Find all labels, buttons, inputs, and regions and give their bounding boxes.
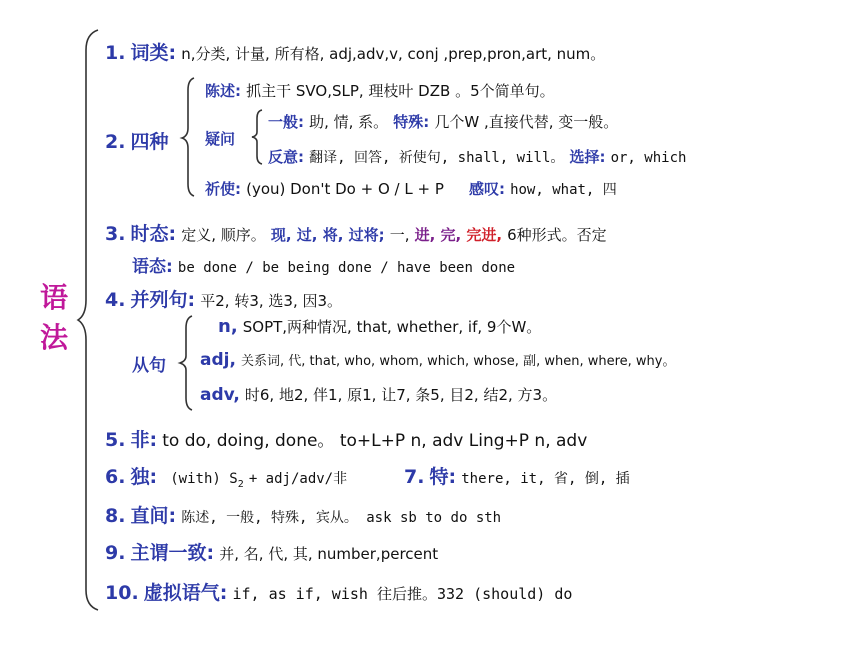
item-6-subscript: 2 (237, 479, 244, 491)
item-10-number: 10. (105, 582, 139, 604)
item-5-text: to do, doing, done。 to+L+P n, adv Ling+P n, adv (162, 431, 588, 451)
item-1-heading: 词类: (130, 42, 177, 64)
item-4-clause (132, 351, 166, 376)
item-2-tag-text: 翻译, 回答, 祈使句, shall, will。 (309, 150, 565, 166)
item-3-tense-list: 现, 过, 将, 过将; (270, 226, 385, 244)
item-2-number: 2. (105, 131, 126, 153)
item-2-declarative-heading: 陈述: (205, 82, 241, 100)
item-2-declarative-text: 抓主干 SVO,SLP, 理枝叶 DZB 。5个简单句。 (246, 82, 555, 100)
item-4-clause-heading: 从句 (132, 356, 166, 376)
item-4-clause-brace (178, 316, 198, 410)
item-2-heading: 四种 (130, 131, 169, 153)
item-10 (105, 578, 572, 605)
item-2-tag (268, 146, 686, 167)
item-9-number: 9. (105, 542, 126, 564)
item-3-text-1: 定义, 顺序。 (181, 226, 266, 244)
item-2-tag-heading: 反意: (268, 148, 304, 166)
item-3-voice-heading: 语态: (132, 257, 173, 277)
item-6-number: 6. (105, 466, 126, 488)
item-8-text: 陈述, 一般, 特殊, 宾从。 ask sb to do sth (181, 510, 502, 526)
item-4-noun-heading: n, (218, 316, 238, 337)
item-6-text-a: (with) S (170, 471, 238, 487)
item-4-heading: 并列句: (130, 289, 196, 311)
main-brace (76, 30, 106, 610)
item-2-choice-text: or, which (610, 150, 687, 166)
root-label-2: 法 (40, 321, 69, 354)
item-10-text: if, as if, wish 往后推。332 (should) do (232, 585, 573, 603)
item-4-adjective-text: 关系词, 代, that, who, whom, which, whose, 副, when, where, why。 (241, 354, 676, 369)
item-4-number: 4. (105, 289, 126, 311)
item-2-general-text: 助, 情, 系。 (309, 113, 389, 131)
item-4-adverb-text: 时6, 地2, 伴1, 原1, 让7, 条5, 目2, 结2, 方3。 (244, 386, 558, 404)
root-label-1: 语 (40, 281, 69, 314)
item-2-choice-heading: 选择: (569, 148, 606, 166)
item-2-declarative (205, 80, 555, 101)
item-4-adjective-clause (200, 350, 675, 370)
item-5 (105, 425, 587, 452)
item-7 (404, 462, 630, 489)
item-1-number: 1. (105, 42, 126, 64)
item-2-imperative (205, 178, 617, 199)
item-2-heading-group (105, 127, 169, 154)
item-2-general-heading: 一般: (268, 113, 304, 131)
item-3-text-3: 6种形式。否定 (507, 226, 607, 244)
item-2-special-text: 几个W ,直接代替, 变一般。 (434, 113, 619, 131)
item-8-number: 8. (105, 505, 126, 527)
item-1 (105, 38, 605, 65)
item-7-heading: 特: (429, 466, 457, 488)
item-3 (105, 219, 607, 246)
item-2-exclamatory-heading: 感叹: (468, 180, 505, 198)
item-3-text-2: 一, (389, 226, 410, 244)
item-6 (105, 462, 347, 490)
item-4-adverb-heading: adv, (200, 385, 240, 405)
item-2-question-heading: 疑问 (205, 130, 236, 148)
item-2-exclamatory-text: how, what, 四 (510, 182, 617, 198)
item-3-tense-perfect-progressive: 完进, (466, 226, 503, 244)
item-9 (105, 538, 438, 565)
item-2-brace (180, 78, 200, 196)
item-9-text: 并, 名, 代, 其, number,percent (219, 545, 439, 563)
item-8 (105, 501, 501, 528)
item-7-number: 7. (404, 466, 425, 488)
item-4-noun-text: SOPT,两种情况, that, whether, if, 9个W。 (242, 318, 542, 336)
item-2-imperative-heading: 祈使: (205, 180, 241, 198)
item-3-voice-text: be done / be being done / have been done (177, 260, 516, 276)
item-4 (105, 285, 342, 312)
item-2-question (205, 128, 235, 149)
item-4-text: 平2, 转3, 选3, 因3。 (200, 292, 343, 310)
item-6-text-b: + adj/adv/非 (248, 471, 348, 487)
item-1-text: n,分类, 计量, 所有格, adj,adv,v, conj ,prep,pron,art, num。 (181, 45, 606, 63)
item-10-heading: 虚拟语气: (143, 582, 228, 604)
item-2-general (268, 111, 618, 132)
item-3-voice (132, 252, 515, 277)
item-9-heading: 主谓一致: (130, 542, 215, 564)
item-8-heading: 直间: (130, 505, 177, 527)
item-2-question-brace (250, 110, 266, 164)
item-5-number: 5. (105, 429, 126, 451)
item-3-tense-progressive: 进, 完, (414, 226, 462, 244)
item-2-imperative-text: (you) Don't Do + O / L + P (246, 180, 444, 198)
item-3-number: 3. (105, 223, 126, 245)
item-5-heading: 非: (130, 429, 158, 451)
item-7-text: there, it, 省, 倒, 插 (461, 471, 630, 487)
item-3-heading: 时态: (130, 223, 177, 245)
item-2-special-heading: 特殊: (393, 113, 430, 131)
item-6-heading: 独: (130, 466, 158, 488)
item-4-adverb-clause (200, 384, 557, 405)
item-4-noun-clause (218, 316, 541, 337)
item-4-adjective-heading: adj, (200, 350, 236, 370)
